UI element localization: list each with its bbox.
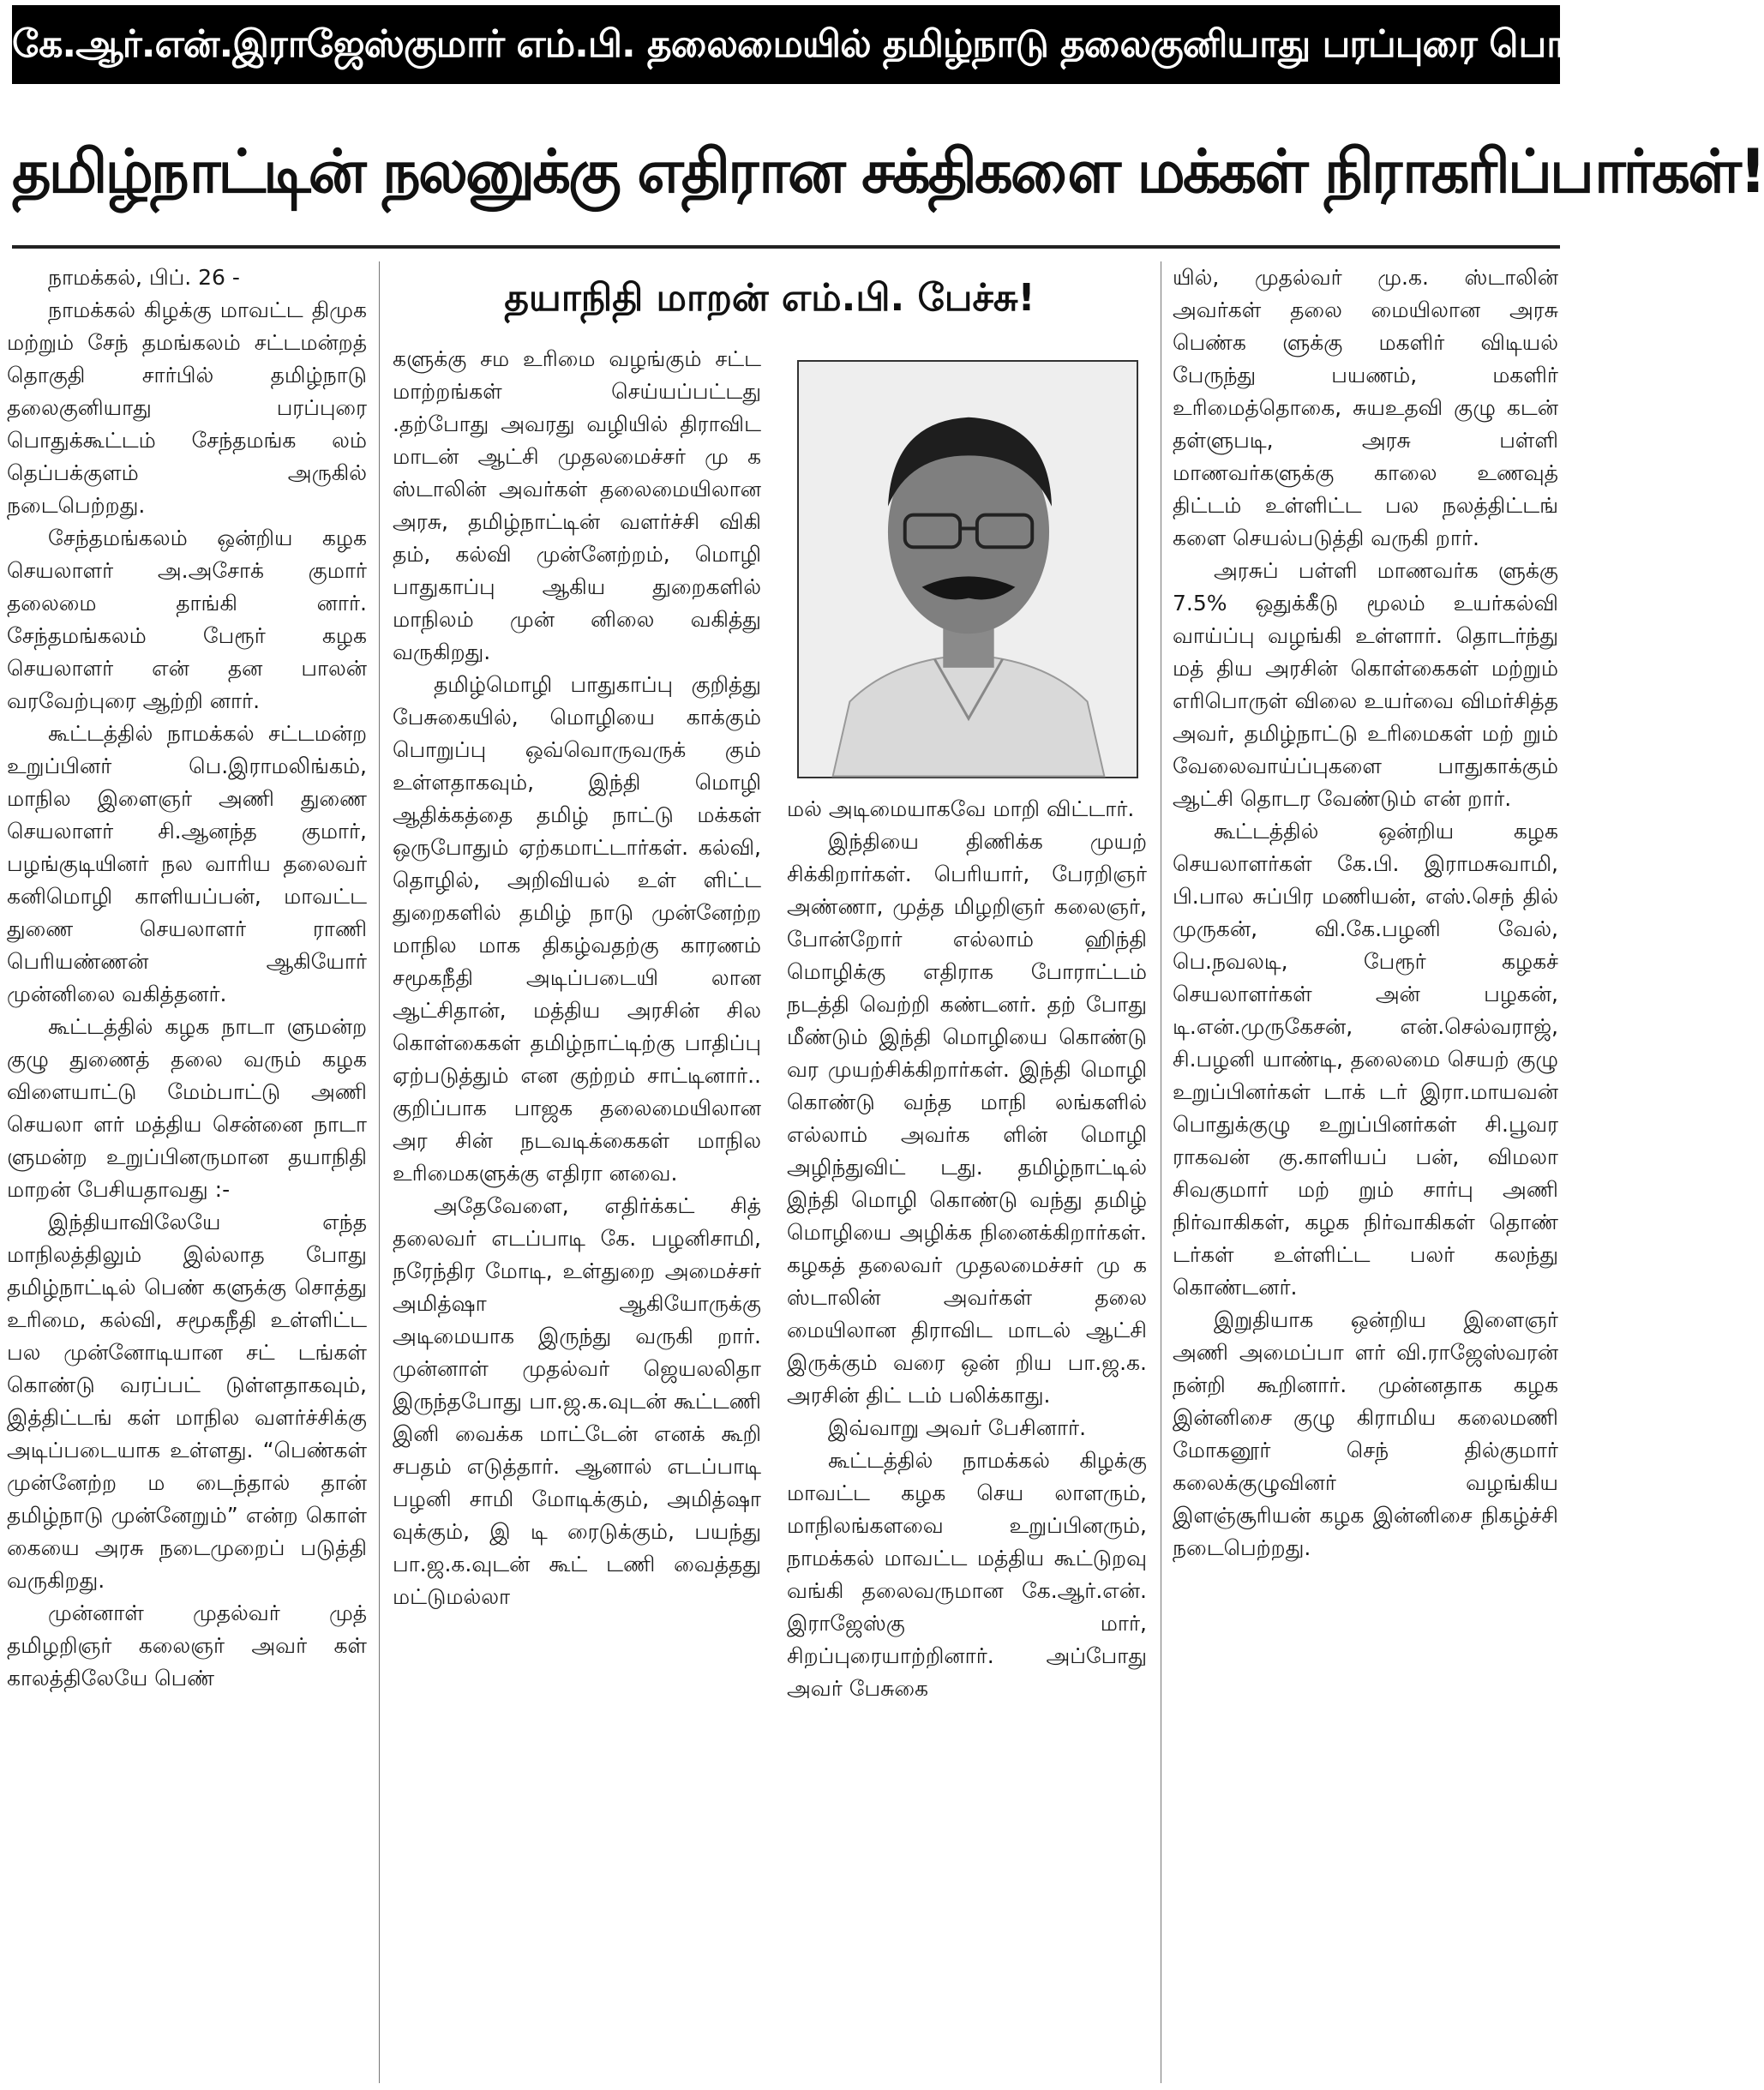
paragraph: அதேவேளை, எதிர்க்கட் சித் தலைவர் எடப்பாடி கே. பழனிசாமி, நரேந்திர மோடி, உள்துறை அமைச்சர் அமித்ஷா ஆகியோருக்கு அடிமையாக இருந்து வருகி றார். முன்னாள் முதல்வர் ஜெயலலிதா இருந்தபோது பா.ஜ.க.வுடன் கூட்டணி இனி வைக்க மாட்டேன் எனக் கூறி சபதம் எடுத்தார். ஆனால் எடப்பாடி பழனி சாமி மோடிக்கும், அமித்ஷா வுக்கும், இ டி ரைடுக்கும், பயந்து பா.ஜ.க.வுடன் கூட் டணி வைத்தது மட்டுமல்லா [393, 1193, 761, 1609]
headline-rule [12, 245, 1560, 249]
article-column-4 [1173, 261, 1558, 2083]
dateline: நாமக்கல், பிப். 26 - [48, 265, 240, 290]
article-column-1 [7, 261, 367, 2083]
kicker-banner: கே.ஆர்.என்.இராஜேஸ்குமார் எம்.பி. தலைமையில் தமிழ்நாடு தலைகுனியாது பரப்புரை பொதுக்கூட்டம்! [12, 5, 1560, 84]
subheadline: தயாநிதி மாறன் எம்.பி. பேச்சு! [504, 276, 1035, 320]
paragraph: முன்னாள் முதல்வர் முத் தமிழறிஞர் கலைஞர் அவர் கள் காலத்திலேயே பெண் [7, 1601, 367, 1691]
article-column-3 [787, 793, 1147, 2083]
paragraph: தமிழ்மொழி பாதுகாப்பு குறித்து பேசுகையில், மொழியை காக்கும் பொறுப்பு ஒவ்வொருவருக் கும் உள்ளதாகவும், இந்தி மொழி ஆதிக்கத்தை தமிழ் நாட்டு மக்கள் ஒருபோதும் ஏற்கமாட்டார்கள். கல்வி, தொழில், அறிவியல் உள் ளிட்ட துறைகளில் தமிழ் நாடு முன்னேற்ற மாநில மாக திகழ்வதற்கு காரணம் சமூகநீதி அடிப்படையி லான ஆட்சிதான், மத்திய அரசின் சில கொள்கைகள் தமிழ்நாட்டிற்கு பாதிப்பு ஏற்படுத்தும் என குற்றம் சாட்டினார்.. குறிப்பாக பாஜக தலைமையிலான அர சின் நடவடிக்கைகள் மாநில உரிமைகளுக்கு எதிரா னவை. [393, 672, 761, 1186]
paragraph: இறுதியாக ஒன்றிய இளைஞர் அணி அமைப்பா ளர் வி.ராஜேஸ்வரன் நன்றி கூறினார். முன்னதாக கழக இன்னிசை குழு கிராமிய கலைமணி மோகனூர் செந் தில்குமார் கலைக்குழுவினர் வழங்கிய இளஞ்சூரியன் கழக இன்னிசை நிகழ்ச்சி நடைபெற்றது. [1173, 1307, 1558, 1560]
paragraph: களுக்கு சம உரிமை வழங்கும் சட்ட மாற்றங்கள் செய்யப்பட்டது .தற்போது அவரது வழியில் திராவிட மாடன் ஆட்சி முதலமைச்சர் மு க ஸ்டாலின் அவர்கள் தலைமையிலான அரசு, தமிழ்நாட்டின் வளர்ச்சி விகி தம், கல்வி முன்னேற்றம், மொழி பாதுகாப்பு ஆகிய துறைகளில் மாநிலம் முன் னிலை வகித்து வருகிறது. [393, 346, 761, 664]
paragraph: யில், முதல்வர் மு.க. ஸ்டாலின் அவர்கள் தலை மையிலான அரசு பெண்க ளுக்கு மகளிர் விடியல் பேருந்து பயணம், மகளிர் உரிமைத்தொகை, சுயஉதவி குழு கடன் தள்ளுபடி, அரசு பள்ளி மாணவர்களுக்கு காலை உணவுத் திட்டம் உள்ளிட்ட பல நலத்திட்டங் களை செயல்படுத்தி வருகி றார். [1173, 265, 1558, 550]
main-headline: தமிழ்நாட்டின் நலனுக்கு எதிரான சக்திகளை மக்கள் நிராகரிப்பார்கள்! [12, 136, 1764, 207]
speaker-portrait-image [799, 362, 1137, 777]
paragraph: இவ்வாறு அவர் பேசினார். [828, 1415, 1087, 1440]
paragraph: கூட்டத்தில் ஒன்றிய கழக செயலாளர்கள் கே.பி. இராமசுவாமி, பி.பால சுப்பிர மணியன், எஸ்.செந் தில் முருகன், வி.கே.பழனி வேல், பெ.நவலடி, பேரூர் கழகச் செயலாளர்கள் அன் பழகன், டி.என்.முருகேசன், என்.செல்வராஜ், சி.பழனி யாண்டி, தலைமை செயற் குழு உறுப்பினர்கள் டாக் டர் இரா.மாயவன் பொதுக்குழு உறுப்பினர்கள் சி.பூவர ராகவன் கு.காளியப் பன், விமலா சிவகுமார் மற் றும் சார்பு அணி நிர்வாகிகள், கழக நிர்வாகிகள் தொண் டர்கள் உள்ளிட்ட பலர் கலந்து கொண்டனர். [1173, 819, 1558, 1300]
paragraph: அரசுப் பள்ளி மாணவர்க ளுக்கு 7.5% ஒதுக்கீடு மூலம் உயர்கல்வி வாய்ப்பு வழங்கி உள்ளார். தொடர்ந்து மத் திய அரசின் கொள்கைகள் மற்றும் எரிபொருள் விலை உயர்வை விமர்சித்த அவர், தமிழ்நாட்டு உரிமைகள் மற் றும் வேலைவாய்ப்புகளை பாதுகாக்கும் ஆட்சி தொடர வேண்டும் என் றார். [1173, 558, 1558, 811]
paragraph: நாமக்கல் கிழக்கு மாவட்ட திமுக மற்றும் சேந் தமங்கலம் சட்டமன்றத் தொகுதி சார்பில் தமிழ்நாடு தலைகுனியாது பரப்புரை பொதுக்கூட்டம் சேந்தமங்க லம் தெப்பக்குளம் அருகில் நடைபெற்றது. [7, 297, 367, 518]
speaker-photo [797, 360, 1138, 778]
paragraph: கூட்டத்தில் கழக நாடா ளுமன்ற குழு துணைத் தலை வரும் கழக விளையாட்டு மேம்பாட்டு அணி செயலா ளர் மத்திய சென்னை நாடா ளுமன்ற உறுப்பினருமான தயாநிதி மாறன் பேசியதாவது :- [7, 1014, 367, 1202]
column-divider [379, 261, 380, 2083]
paragraph: இந்தியாவிலேயே எந்த மாநிலத்திலும் இல்லாத போது தமிழ்நாட்டில் பெண் களுக்கு சொத்து உரிமை, கல்வி, சமூகநீதி உள்ளிட்ட பல முன்னோடியான சட் டங்கள் கொண்டு வரப்பட் டுள்ளதாகவும், இத்திட்டங் கள் மாநில வளர்ச்சிக்கு அடிப்படையாக உள்ளது. “பெண்கள் முன்னேற்ற ம டைந்தால் தான் தமிழ்நாடு முன்னேறும்” என்ற கொள் கையை அரசு நடைமுறைப் படுத்தி வருகிறது. [7, 1210, 367, 1593]
paragraph: கூட்டத்தில் நாமக்கல் கிழக்கு மாவட்ட கழக செய லாளரும், மாநிலங்களவை உறுப்பினரும், நாமக்கல் மாவட்ட மத்திய கூட்டுறவு வங்கி தலைவருமான கே.ஆர்.என். இராஜேஸ்கு மார், சிறப்புரையாற்றினார். அப்போது அவர் பேசுகை [787, 1448, 1147, 1701]
paragraph: மல் அடிமையாகவே மாறி விட்டார். [787, 796, 1135, 821]
paragraph: இந்தியை திணிக்க முயற் சிக்கிறார்கள். பெரியார், பேரறிஞர் அண்ணா, முத்த மிழறிஞர் கலைஞர், போன்றோர் எல்லாம் ஹிந்தி மொழிக்கு எதிராக போராட்டம் நடத்தி வெற்றி கண்டனர். தற் போது மீண்டும் இந்தி மொழியை கொண்டு வர முயற்சிக்கிறார்கள். இந்தி மொழி கொண்டு வந்த மாநி லங்களில் எல்லாம் அவர்க ளின் மொழி அழிந்துவிட் டது. தமிழ்நாட்டில் இந்தி மொழி கொண்டு வந்து தமிழ் மொழியை அழிக்க நினைக்கிறார்கள். கழகத் தலைவர் முதலமைச்சர் மு க ஸ்டாலின் அவர்கள் தலை மையிலான திராவிட மாடல் ஆட்சி இருக்கும் வரை ஒன் றிய பா.ஜ.க. அரசின் திட் டம் பலிக்காது. [787, 829, 1147, 1408]
paragraph: சேந்தமங்கலம் ஒன்றிய கழக செயலாளர் அ.அசோக் குமார் தலைமை தாங்கி னார். சேந்தமங்கலம் பேரூர் கழக செயலாளர் என் தன பாலன் வரவேற்புரை ஆற்றி னார். [7, 526, 367, 713]
article-column-2 [393, 343, 761, 2083]
paragraph: கூட்டத்தில் நாமக்கல் சட்டமன்ற உறுப்பினர் பெ.இராமலிங்கம், மாநில இளைஞர் அணி துணை செயலாளர் சி.ஆனந்த குமார், பழங்குடியினர் நல வாரிய தலைவர் கனிமொழி காளியப்பன், மாவட்ட துணை செயலாளர் ராணி பெரியண்ணன் ஆகியோர் முன்னிலை வகித்தனர். [7, 721, 367, 1006]
